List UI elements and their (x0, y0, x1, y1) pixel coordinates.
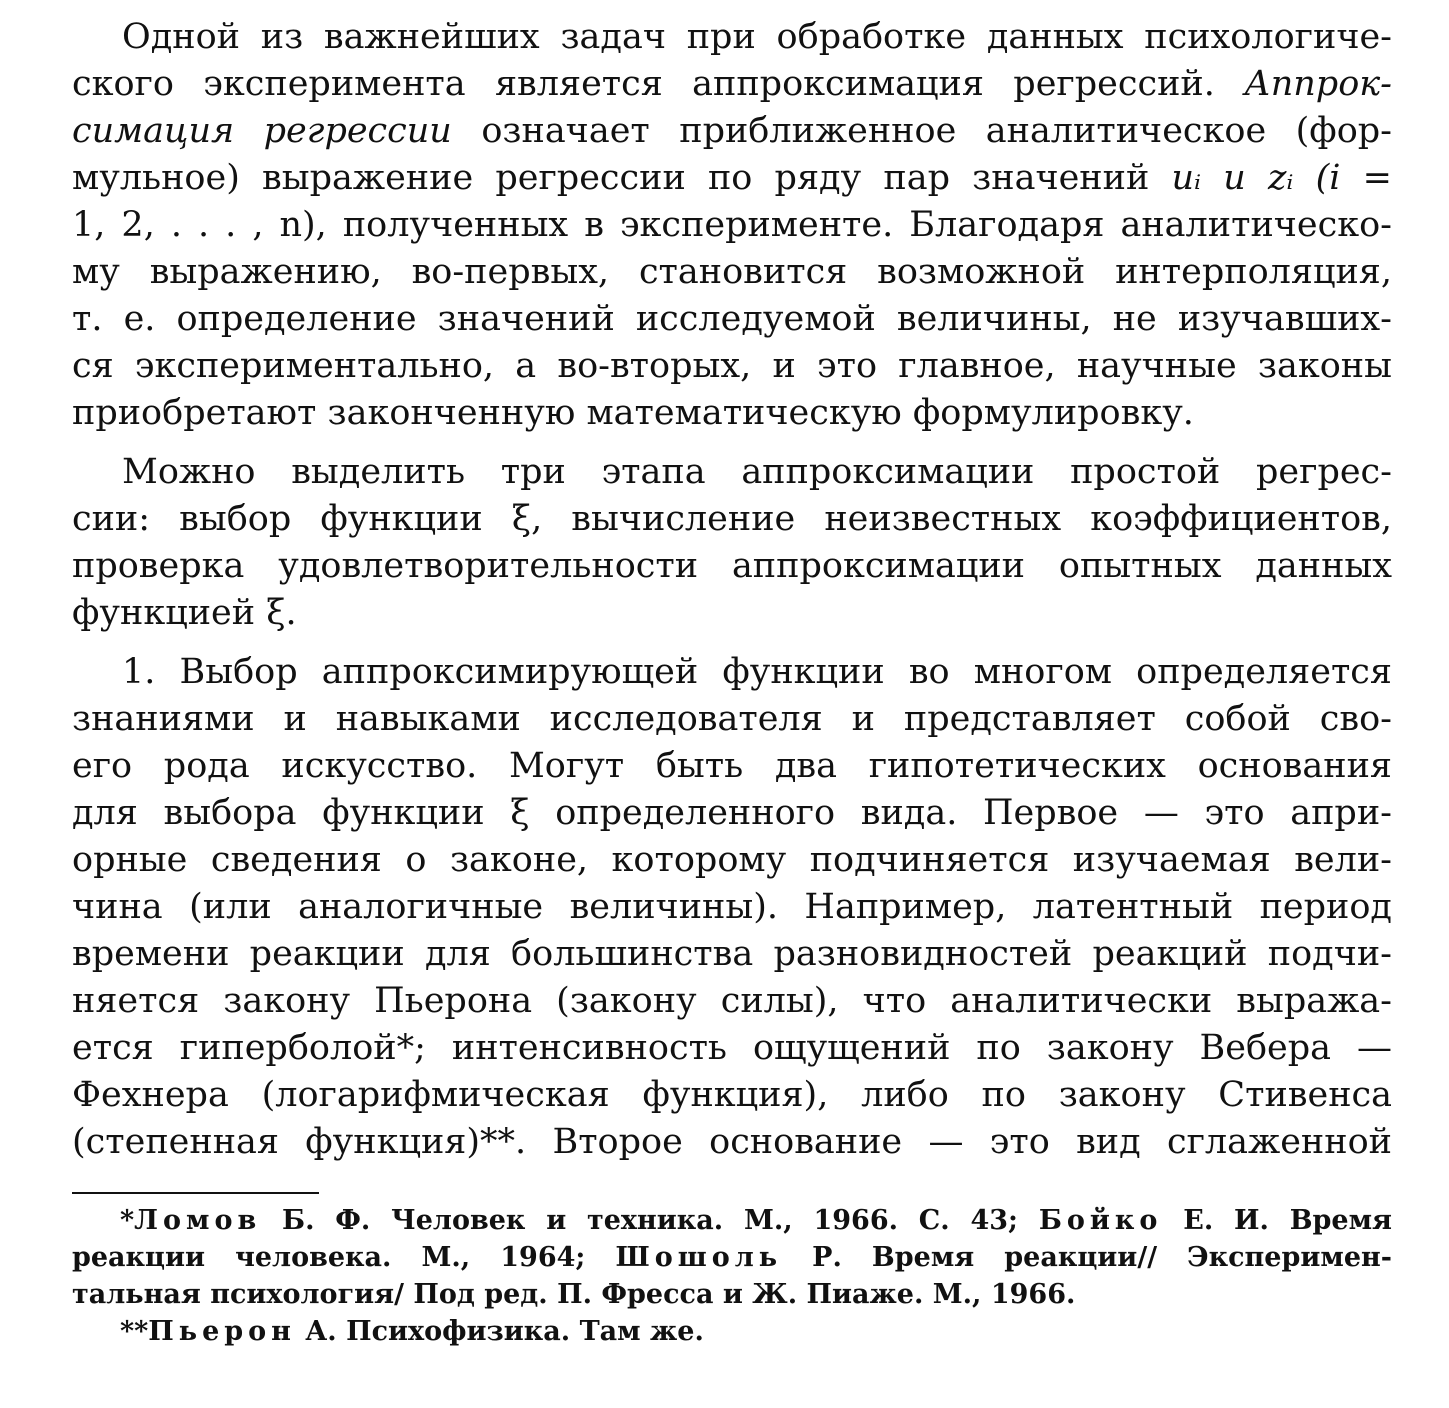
footnote-marker: ** (120, 1316, 149, 1347)
footnote-author: Ломов (134, 1205, 262, 1236)
text-line: его рода искусство. Могут быть два гипотетических основания (72, 746, 1392, 786)
text-line: приобретают законченную математическую формулировку. (72, 393, 1194, 433)
math-variables: uᵢ и zᵢ (i = (1149, 158, 1392, 198)
text-fragment: Е. И. Время (1162, 1205, 1392, 1236)
italic-term: Аппрок- (1244, 64, 1392, 104)
paragraph-gap (72, 637, 1392, 649)
paragraph-gap (72, 437, 1392, 449)
document-page (72, 14, 1392, 1350)
text-line: 1, 2, . . . , n), полученных в эксперименте. Благодаря аналитическо- (72, 205, 1392, 245)
text-fragment: Б. Ф. Человек и техника. М., 1966. С. 43; (261, 1205, 1039, 1236)
paragraph-2 (72, 449, 1392, 637)
text-line: проверка удовлетворительности аппроксимации опытных данных (72, 546, 1392, 586)
text-line (72, 155, 1392, 202)
footnote-2-line (72, 1313, 1392, 1350)
footnotes (72, 1202, 1392, 1350)
text-fragment: Р. Время реакции// Эксперимен- (782, 1242, 1392, 1273)
text-line: чина (или аналогичные величины). Например, латентный период (72, 887, 1392, 927)
text-fragment: ского эксперимента является аппроксимация регрессий. (72, 64, 1215, 104)
text-fragment: реакции человека. М., 1964; (72, 1242, 616, 1273)
text-fragment: А. Психофизика. Там же. (295, 1316, 704, 1347)
text-line (72, 108, 1392, 155)
italic-term: симация регрессии (72, 111, 452, 151)
text-line: му выражению, во-первых, становится возможной интерполяция, (72, 252, 1392, 292)
footnote-1-line (72, 1202, 1392, 1239)
text-line: Одной из важнейших задач при обработке данных психологиче- (122, 17, 1392, 57)
text-line: Можно выделить три этапа аппроксимации простой регрес- (122, 452, 1392, 492)
footnote-author: Пьерон (148, 1316, 296, 1347)
text-line: Фехнера (логарифмическая функция), либо по закону Стивенса (72, 1075, 1392, 1115)
text-line: знаниями и навыками исследователя и представляет собой сво- (72, 699, 1392, 739)
text-line: сии: выбор функции ξ, вычисление неизвестных коэффициентов, (72, 499, 1392, 539)
footnote-separator (72, 1192, 319, 1194)
paragraph-3 (72, 649, 1392, 1166)
text-line: 1. Выбор аппроксимирующей функции во многом определяется (122, 652, 1392, 692)
footnote-1-line (72, 1239, 1392, 1276)
text-line (72, 61, 1392, 108)
footnote-1-line: тальная психология/ Под ред. П. Фресса и Ж. Пиаже. М., 1966. (72, 1279, 1076, 1310)
text-line: ся экспериментально, а во-вторых, и это главное, научные законы (72, 346, 1392, 386)
text-line: функцией ξ. (72, 593, 297, 633)
text-line: для выбора функции ξ определенного вида. Первое — это апри- (72, 793, 1392, 833)
text-line: няется закону Пьерона (закону силы), что аналитически выража- (72, 981, 1392, 1021)
text-line: (степенная функция)**. Второе основание — это вид сглаженной (72, 1122, 1392, 1162)
text-line: ется гиперболой*; интенсивность ощущений по закону Вебера — (72, 1028, 1392, 1068)
footnote-marker: * (120, 1205, 135, 1236)
text-line: орные сведения о законе, которому подчиняется изучаемая вели- (72, 840, 1392, 880)
text-fragment: мульное) выражение регрессии по ряду пар значений (72, 158, 1150, 198)
paragraph-1 (72, 14, 1392, 437)
text-line: т. е. определение значений исследуемой величины, не изучавших- (72, 299, 1392, 339)
text-line: времени реакции для большинства разновидностей реакций подчи- (72, 934, 1392, 974)
footnote-author: Бойко (1038, 1205, 1163, 1236)
text-fragment: означает приближенное аналитическое (фор- (451, 111, 1392, 151)
footnote-author: Шошоль (615, 1242, 783, 1273)
